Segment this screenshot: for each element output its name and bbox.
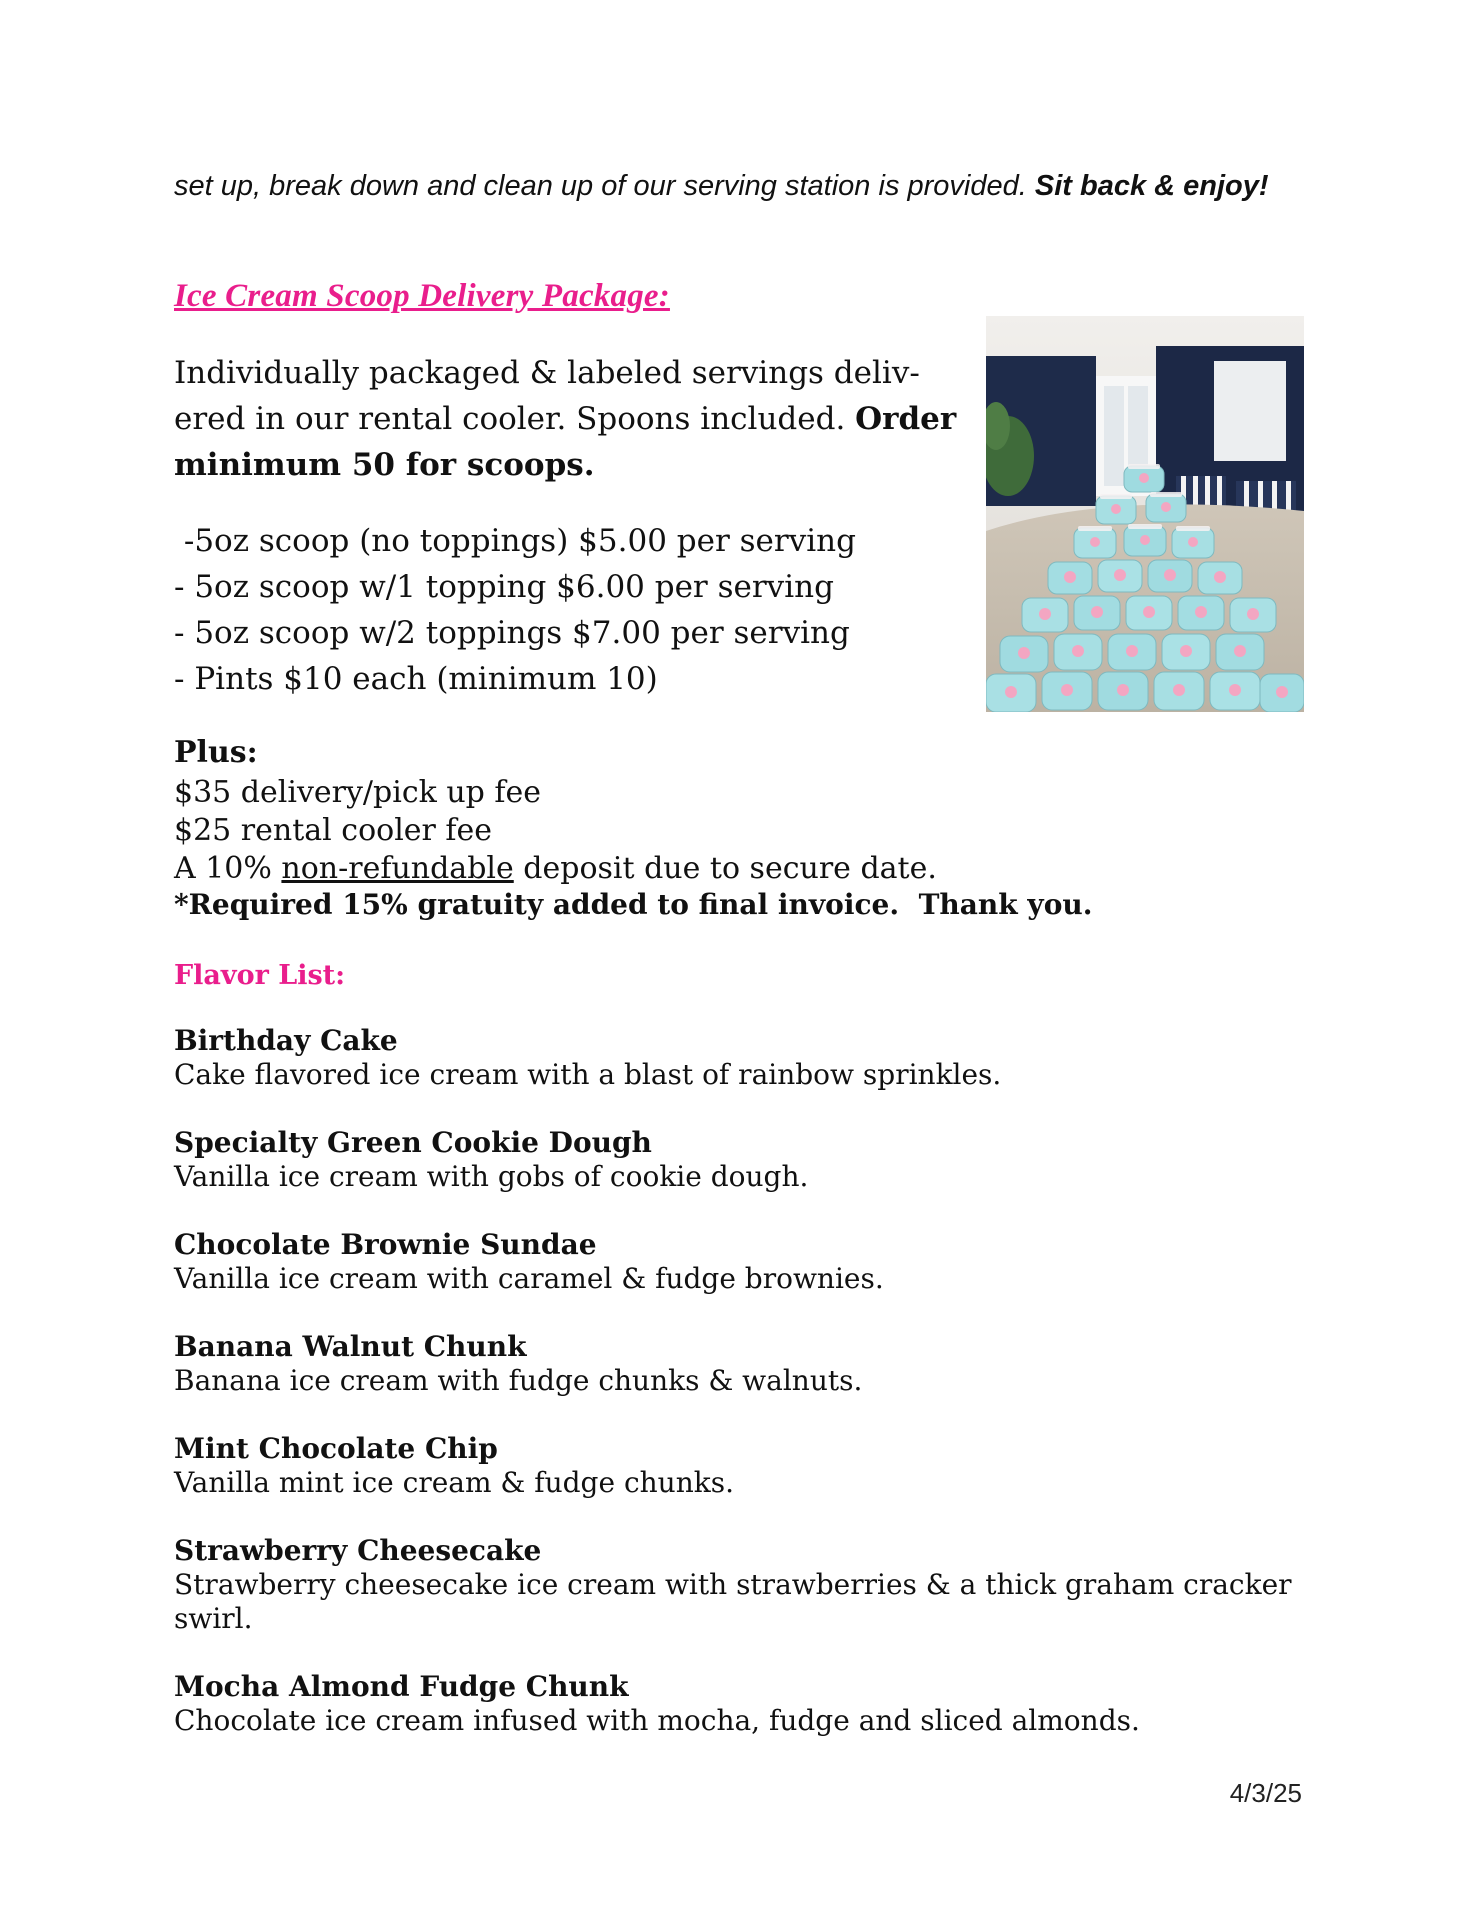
flavor-item [174, 1534, 1314, 1636]
flavor-name: Banana Walnut Chunk [174, 1330, 527, 1363]
intro-bold-text: Sit back & enjoy! [1034, 170, 1269, 202]
flavor-description: Vanilla ice cream with caramel & fudge brownies. [174, 1262, 884, 1295]
flavor-name: Chocolate Brownie Sundae [174, 1228, 597, 1261]
plus-title: Plus: [174, 735, 258, 770]
flavor-description: Strawberry cheesecake ice cream with strawberries & a thick graham cracker swirl. [174, 1568, 1292, 1635]
flavor-list [174, 1024, 1314, 1772]
flavor-description: Chocolate ice cream infused with mocha, fudge and sliced almonds. [174, 1704, 1140, 1737]
flavor-description: Vanilla ice cream with gobs of cookie dough. [174, 1160, 809, 1193]
cooler-fee: $25 rental cooler fee [174, 813, 493, 848]
flavor-list-heading: Flavor List: [174, 960, 346, 991]
price-item: -5oz scoop (no toppings) $5.00 per serving [174, 523, 856, 559]
flavor-item [174, 1228, 1314, 1296]
price-item: - 5oz scoop w/1 topping $6.00 per serving [174, 569, 834, 605]
ice-cream-cups-photo [986, 316, 1304, 712]
flavor-name: Specialty Green Cookie Dough [174, 1126, 652, 1159]
flavor-item [174, 1330, 1314, 1398]
deposit-text-before: A 10% [174, 851, 282, 886]
page-date: 4/3/25 [1229, 1778, 1302, 1808]
price-list [174, 518, 974, 702]
price-item: - 5oz scoop w/2 toppings $7.00 per serving [174, 615, 850, 651]
gratuity-note: *Required 15% gratuity added to final invoice. Thank you. [174, 888, 1093, 921]
deposit-line [174, 850, 1294, 888]
intro-text: set up, break down and clean up of our serving station is provided. [174, 170, 1035, 202]
deposit-non-refundable: non-refundable [281, 851, 514, 886]
flavor-description: Banana ice cream with fudge chunks & walnuts. [174, 1364, 863, 1397]
flavor-name: Strawberry Cheesecake [174, 1534, 542, 1567]
intro-paragraph [174, 168, 1314, 204]
package-title: Ice Cream Scoop Delivery Package: [174, 278, 670, 314]
flavor-name: Mint Chocolate Chip [174, 1432, 498, 1465]
deposit-text-after: deposit due to secure date. [513, 851, 937, 886]
flavor-name: Mocha Almond Fudge Chunk [174, 1670, 629, 1703]
package-order-minimum: Order minimum 50 for scoops. [174, 401, 957, 483]
package-description [174, 350, 974, 488]
flavor-description: Vanilla mint ice cream & fudge chunks. [174, 1466, 734, 1499]
flavor-name: Birthday Cake [174, 1024, 398, 1057]
flavor-item [174, 1432, 1314, 1500]
package-description-text: Individually packaged & labeled servings delivered in our rental cooler. Spoons included. [174, 355, 920, 437]
flavor-item [174, 1126, 1314, 1194]
price-item: - Pints $10 each (minimum 10) [174, 661, 658, 697]
flavor-description: Cake flavored ice cream with a blast of rainbow sprinkles. [174, 1058, 1002, 1091]
plus-fees-block [174, 732, 1294, 922]
delivery-fee: $35 delivery/pick up fee [174, 775, 542, 810]
flavor-item [174, 1024, 1314, 1092]
flavor-item [174, 1670, 1314, 1738]
